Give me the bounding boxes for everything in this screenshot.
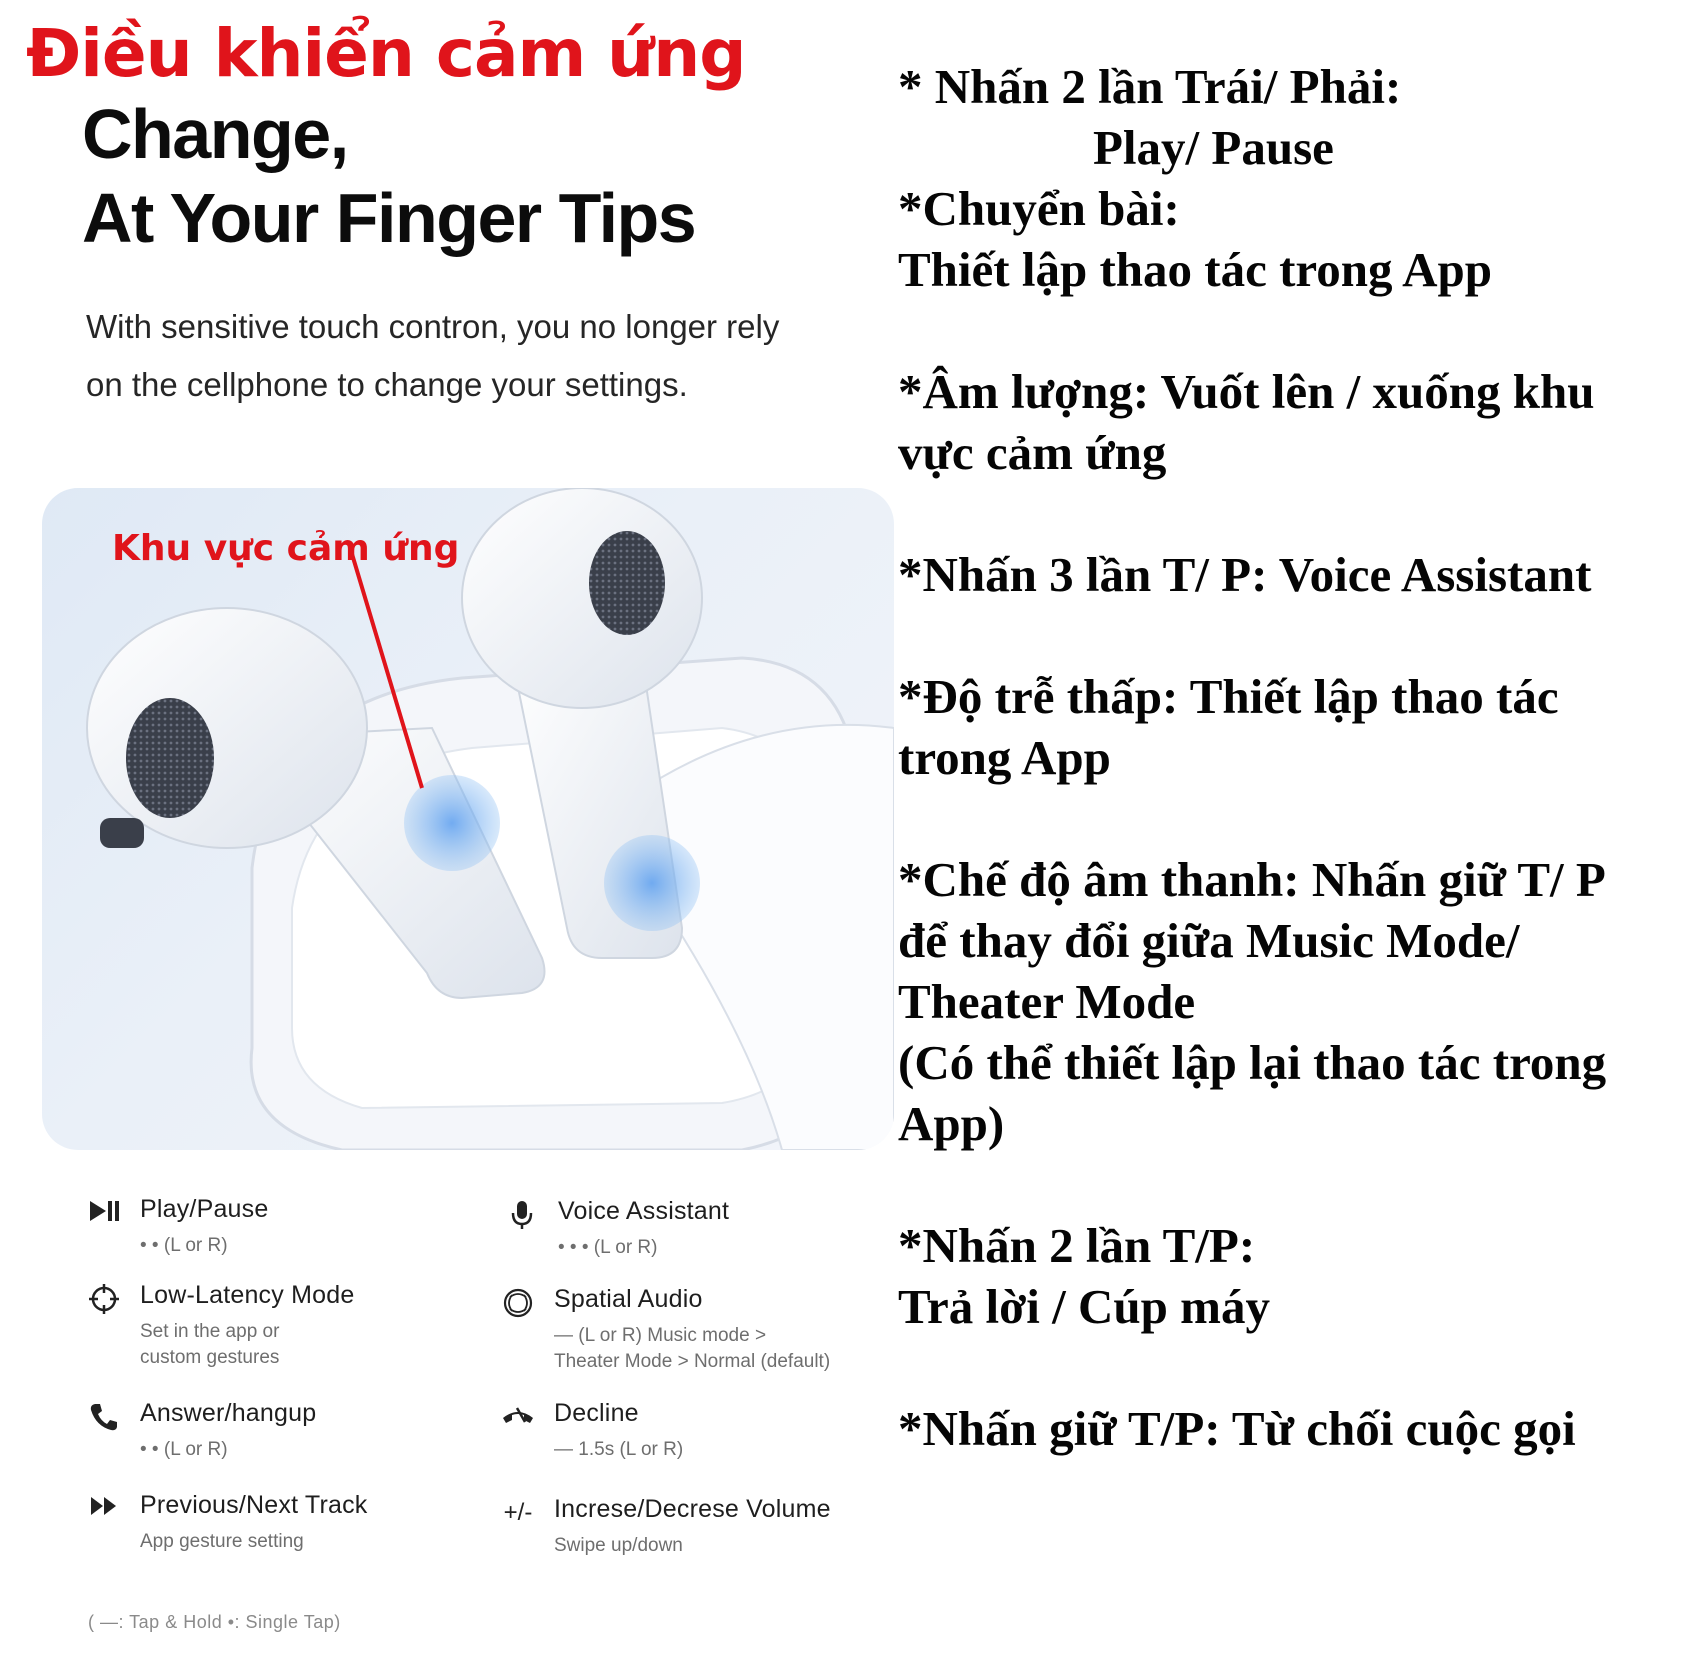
left-earbud-mesh — [126, 698, 214, 818]
vn-line: *Nhấn giữ T/P: Từ chối cuộc gọi — [898, 1401, 1576, 1456]
feature-title: Decline — [554, 1399, 639, 1427]
feature-title: Low-Latency Mode — [140, 1281, 355, 1309]
vn-line: trong App — [898, 730, 1111, 785]
vn-line: *Chế độ âm thanh: Nhấn giữ T/ P — [898, 852, 1606, 907]
vn-line: *Nhấn 2 lần T/P: — [898, 1218, 1256, 1273]
decline-call-icon — [500, 1401, 536, 1433]
fast-forward-icon — [86, 1493, 122, 1525]
feature-desc: App gesture setting — [140, 1531, 304, 1552]
feature-title: Voice Assistant — [558, 1197, 730, 1225]
play-pause-icon — [86, 1197, 122, 1229]
left-earbud-sensor — [100, 818, 144, 848]
vn-line: Trả lời / Cúp máy — [898, 1279, 1270, 1334]
feature-desc: • • • (L or R) — [558, 1237, 658, 1258]
vn-line: để thay đổi giữa Music Mode/ — [898, 913, 1520, 968]
left-earbud-head — [87, 608, 367, 848]
vn-line: *Nhấn 3 lần T/ P: Voice Assistant — [898, 547, 1592, 602]
touch-zone-right — [604, 835, 700, 931]
feature-title: Previous/Next Track — [140, 1491, 368, 1519]
crosshair-icon — [86, 1283, 122, 1315]
spatial-audio-icon — [500, 1287, 536, 1319]
subtitle-line-1: With sensitive touch contron, you no longer rely — [86, 308, 780, 345]
earbuds-product-image — [42, 488, 894, 1150]
right-earbud-mesh — [589, 531, 665, 635]
feature-desc: — (L or R) Music mode > Theater Mode > Normal (default) — [554, 1325, 831, 1372]
vn-line: Play/ Pause — [1093, 120, 1334, 175]
touch-zone-label: Khu vực cảm ứng — [112, 528, 460, 569]
vn-line: * Nhấn 2 lần Trái/ Phải: — [898, 59, 1402, 114]
headline — [82, 92, 695, 260]
right-earbud-head — [462, 488, 702, 708]
subtitle-line-2: on the cellphone to change your settings. — [86, 366, 688, 403]
feature-title: Answer/hangup — [140, 1399, 317, 1427]
feature-desc: Swipe up/down — [554, 1535, 683, 1556]
vn-line: Thiết lập thao tác trong App — [898, 242, 1492, 297]
feature-desc: — 1.5s (L or R) — [554, 1439, 684, 1460]
gesture-legend: ( —: Tap & Hold •: Single Tap) — [88, 1612, 341, 1632]
vn-line: App) — [898, 1096, 1005, 1151]
plus-minus-icon: +/- — [503, 1499, 533, 1526]
feature-list — [0, 1195, 900, 1615]
feature-title: Increse/Decrese Volume — [554, 1495, 831, 1523]
vn-line: *Âm lượng: Vuốt lên / xuống khu — [898, 364, 1595, 419]
feature-title: Spatial Audio — [554, 1285, 703, 1313]
vn-instructions — [898, 56, 1688, 1459]
vn-line: *Chuyển bài: — [898, 181, 1180, 236]
vn-line: vực cảm ứng — [898, 425, 1167, 480]
vn-line: Theater Mode — [898, 974, 1196, 1029]
vn-line: (Có thể thiết lập lại thao tác trong — [898, 1035, 1607, 1090]
subtitle — [86, 298, 886, 414]
headline-line-2: At Your Finger Tips — [82, 179, 696, 257]
feature-title: Play/Pause — [140, 1195, 269, 1223]
feature-desc: • • (L or R) — [140, 1235, 228, 1256]
earbuds-illustration — [42, 488, 894, 1150]
vn-line: *Độ trễ thấp: Thiết lập thao tác — [898, 669, 1559, 724]
vn-section-title: Điều khiển cảm ứng — [26, 15, 746, 92]
headline-line-1: Change, — [82, 95, 348, 173]
touch-zone-left — [404, 775, 500, 871]
phone-icon — [86, 1401, 122, 1433]
microphone-icon — [504, 1199, 540, 1231]
feature-desc: Set in the app or custom gestures — [140, 1321, 280, 1368]
feature-desc: • • (L or R) — [140, 1439, 228, 1460]
